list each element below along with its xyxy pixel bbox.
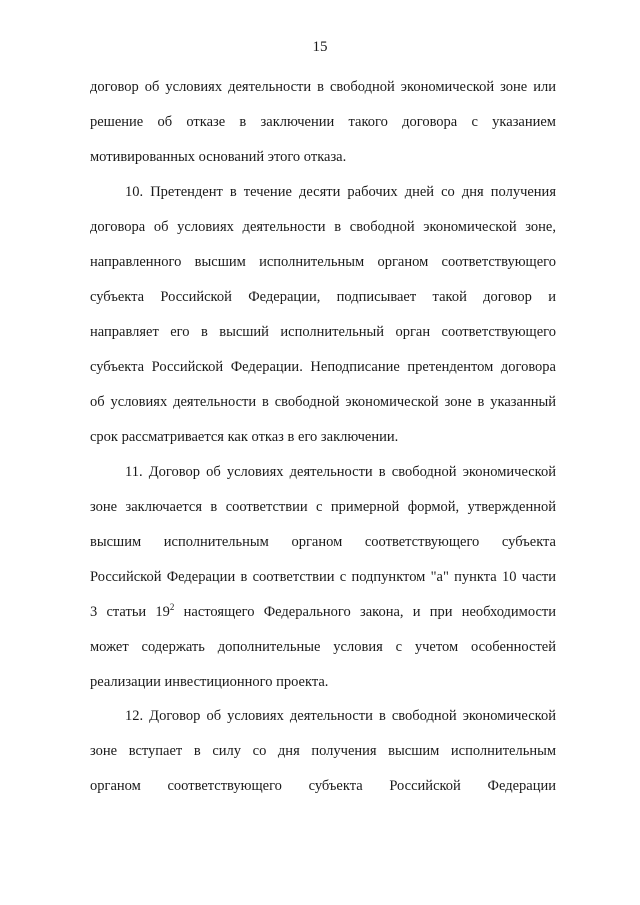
text-line: срок рассматривается как отказ в его заключении. [90,429,399,445]
text-line: органом соответствующего субъекта Российской Федерации [90,778,556,794]
page-number: 15 [312,39,328,55]
paragraph-12-first-line: 12. Договор об условиях деятельности в свободной экономической [125,708,556,724]
text-line: об условиях деятельности в свободной экономической зоне в указанный [90,394,556,410]
text-line: решение об отказе в заключении такого договора с указанием [90,114,556,130]
text-line: мотивированных оснований этого отказа. [90,149,347,165]
text-line: направленного высшим исполнительным органом соответствующего [90,254,556,270]
text-line: договор об условиях деятельности в свободной экономической зоне или [90,79,556,95]
text-line-with-superscript [90,602,556,622]
text-fragment: настоящего Федерального закона, и при необходимости [174,604,556,620]
text-line: реализации инвестиционного проекта. [90,674,329,690]
text-line: зоне заключается в соответствии с примерной формой, утвержденной [90,499,556,515]
paragraph-11-first-line: 11. Договор об условиях деятельности в свободной экономической [125,464,556,480]
text-line: может содержать дополнительные условия с учетом особенностей [90,639,556,655]
text-fragment: 3 статьи 19 [90,604,170,620]
text-line: договора об условиях деятельности в свободной экономической зоне, [90,219,556,235]
text-line: Российской Федерации в соответствии с подпунктом "а" пункта 10 части [90,569,556,585]
superscript: 2 [169,602,175,612]
text-line: зоне вступает в силу со дня получения высшим исполнительным [90,743,556,759]
text-line: высшим исполнительным органом соответствующего субъекта [90,534,556,550]
paragraph-10-first-line: 10. Претендент в течение десяти рабочих дней со дня получения [125,184,556,200]
text-line: направляет его в высший исполнительный орган соответствующего [90,324,556,340]
text-line: субъекта Российской Федерации, подписывает такой договор и [90,289,556,305]
text-line: субъекта Российской Федерации. Неподписание претендентом договора [90,359,556,375]
